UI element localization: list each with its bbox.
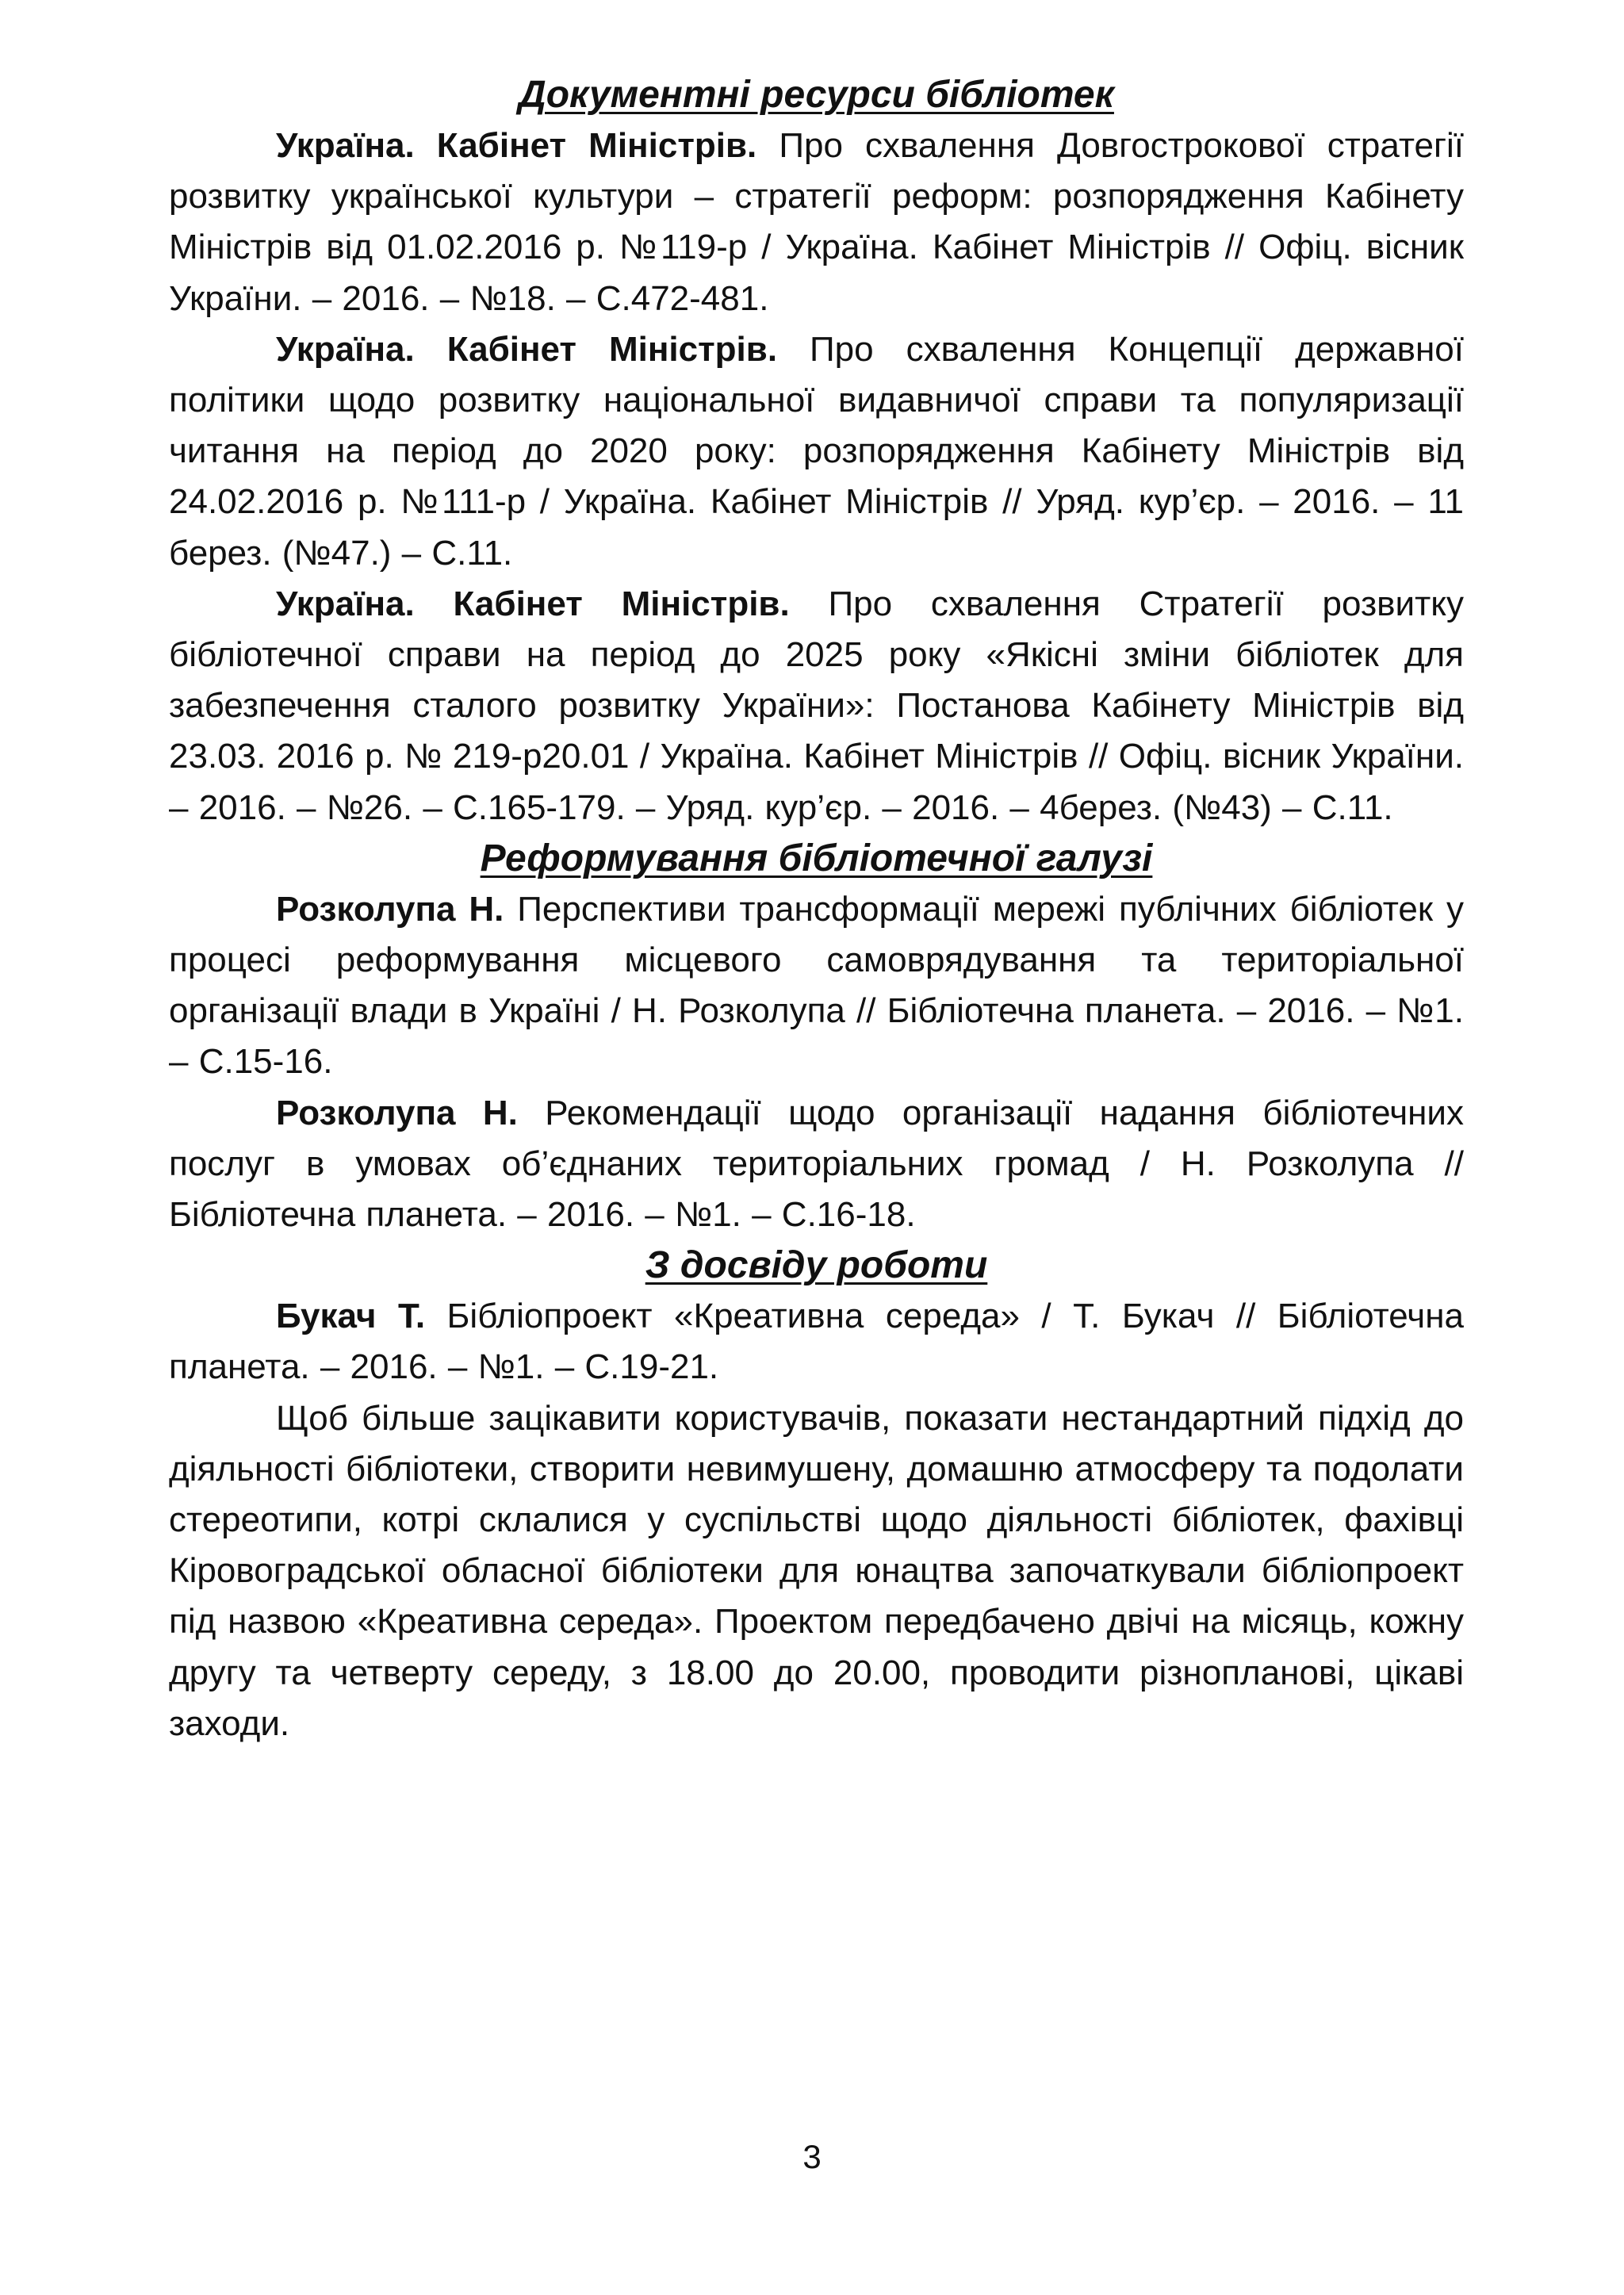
entry-author: Україна. Кабінет Міністрів. xyxy=(276,126,757,165)
entry-author: Україна. Кабінет Міністрів. xyxy=(276,329,778,369)
annotation-paragraph xyxy=(169,1393,1464,1749)
section-heading-library-reform: Реформування бібліотечної галузі xyxy=(480,837,1153,879)
entry-text: Рекомендації щодо організації надання бібліотечних послуг в умовах об’єднаних територіальних громад / Н. Розколупа // Бібліотечна планета. – 2016. – №1. – С.16-18. xyxy=(169,1093,1464,1235)
bibliography-entry xyxy=(169,884,1464,1088)
bibliography-entry xyxy=(169,1291,1464,1393)
entry-text: Про схвалення Концепції державної політики щодо розвитку національної видавничої справи та популяризації читання на період до 2020 року: розпорядження Кабінету Міністрів від 24.02.2016 р. №111-р / Україна. Кабінет Міністрів // Уряд. кур’єр. – 2016. – 11 берез. (№47.) – С.11. xyxy=(169,329,1464,573)
bibliography-entry xyxy=(169,324,1464,579)
entry-text: Перспективи трансформації мережі публічних бібліотек у процесі реформування місцевого самоврядування та територіальної організації влади в Україні / Н. Розколупа // Бібліотечна планета. – 2016. – №1. – С.15-16. xyxy=(169,889,1464,1082)
entry-text: Про схвалення Довгострокової стратегії розвитку української культури – стратегії реформ: розпорядження Кабінету Міністрів від 01.02.2016 р. №119-р / Україна. Кабінет Міністрів // Офіц. вісник України. – 2016. – №18. – С.472-481. xyxy=(169,126,1465,318)
entry-text: Бібліопроект «Креативна середа» / Т. Букач // Бібліотечна планета. – 2016. – №1. – С.19-21. xyxy=(169,1297,1464,1387)
entry-author: Розколупа Н. xyxy=(276,1093,518,1132)
page-number: 3 xyxy=(802,2138,822,2175)
entry-text: Щоб більше зацікавити користувачів, показати нестандартний підхід до діяльності бібліотеки, створити невимушену, домашню атмосферу та подолати стереотипи, котрі склалися у суспільстві щодо діяльності бібліотек, фахівці Кіровоградської обласної бібліотеки для юнацтва започаткували бібліопроект під назвою «Креативна середа». Проектом передбачено двічі на місяць, кожну другу та четверту середу, з 18.00 до 20.00, проводити різнопланові, цікаві заходи. xyxy=(169,1398,1464,1743)
bibliography-entry xyxy=(169,579,1464,833)
entry-text: Про схвалення Стратегії розвитку бібліотечної справи на період до 2025 року «Якісні зміни бібліотек для забезпечення сталого розвитку України»: Постанова Кабінету Міністрів від 23.03. 2016 р. № 219-р20.01 / Україна. Кабінет Міністрів // Офіц. вісник України. – 2016. – №26. – С.165-179. – Уряд. кур’єр. – 2016. – 4берез. (№43) – С.11. xyxy=(169,584,1465,827)
bibliography-entry xyxy=(169,1088,1464,1241)
document-page xyxy=(169,70,1464,1749)
entry-author: Розколупа Н. xyxy=(276,889,504,929)
entry-author: Букач Т. xyxy=(276,1297,426,1336)
section-heading-document-resources: Документні ресурси бібліотек xyxy=(519,74,1114,116)
bibliography-entry xyxy=(169,121,1464,324)
section-heading-work-experience: З досвіду роботи xyxy=(645,1244,988,1287)
entry-author: Україна. Кабінет Міністрів. xyxy=(276,584,790,623)
